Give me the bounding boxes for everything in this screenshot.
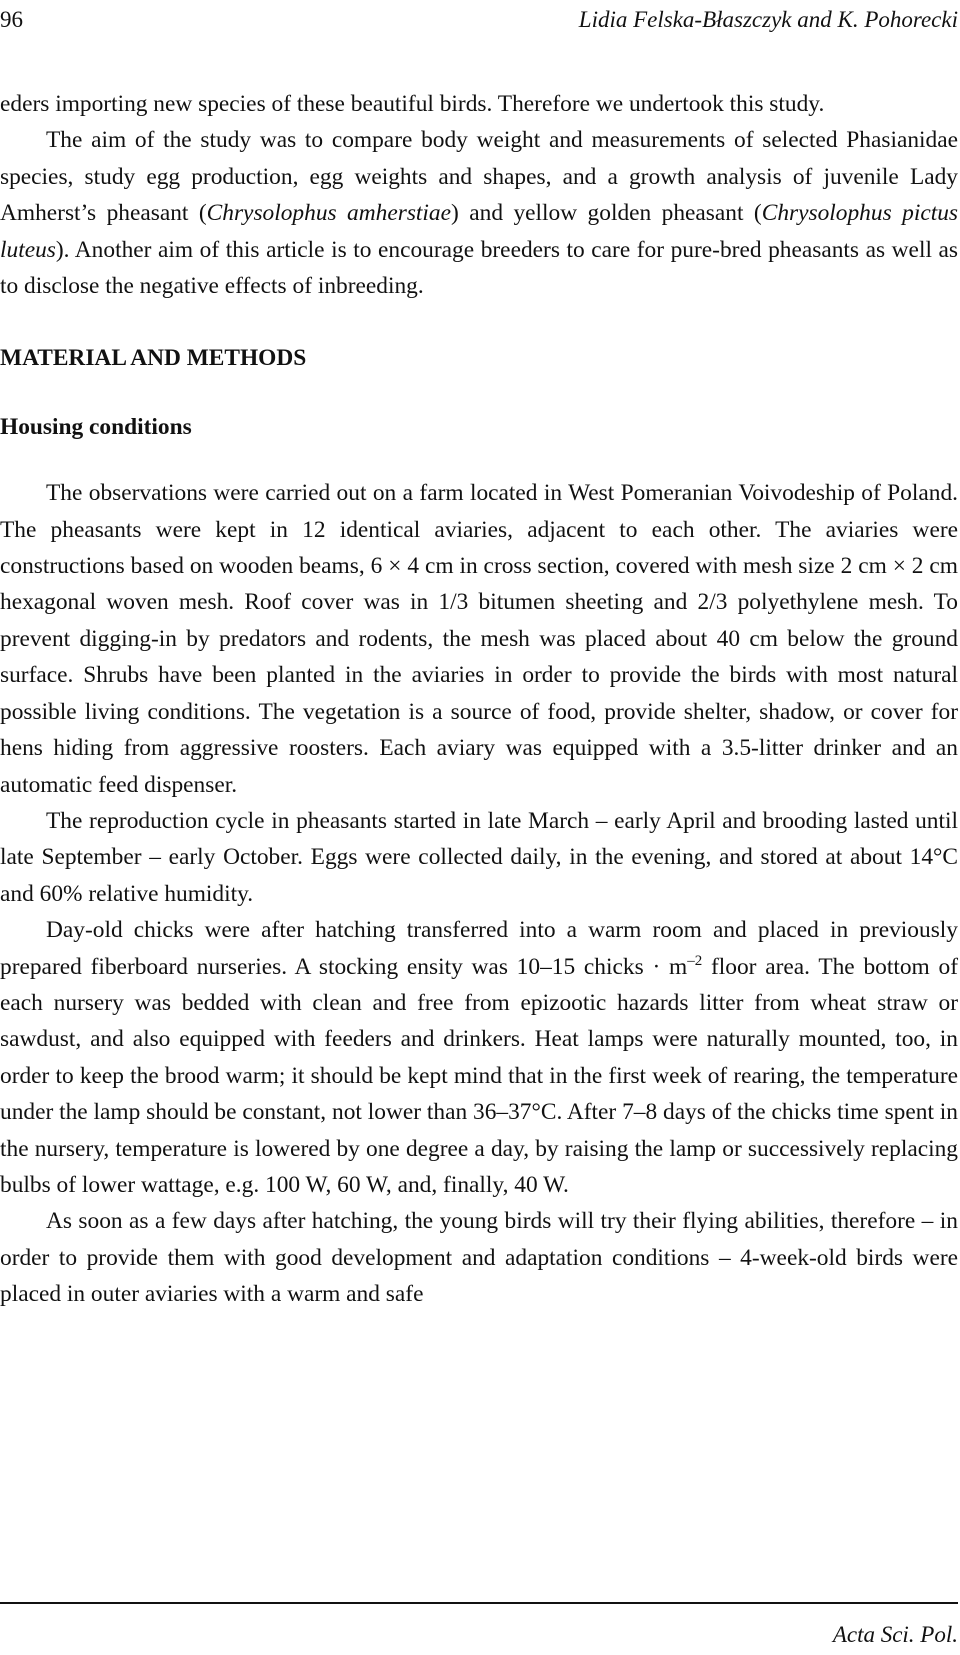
chicks-text-1: Day-old chicks were after hatching transferred into a warm room and placed in previously prepared fiberboard nurseries. A stocking ensity was 10–15 chicks · m bbox=[0, 917, 958, 980]
section-heading-material-methods: MATERIAL AND METHODS bbox=[0, 345, 307, 372]
species-name-luteus: Chrysolophus pictus luteus bbox=[0, 200, 958, 263]
page-number: 96 bbox=[0, 7, 23, 32]
reproduction-paragraph: The reproduction cycle in pheasants started in late March – early April and brooding lasted until late September – early October. Eggs were collected daily, in the evening, and stored at about 14°C and 60% relative humidity. bbox=[0, 807, 958, 907]
chicks-paragraph bbox=[0, 912, 958, 1203]
study-aim-text-3: ). Another aim of this article is to encourage breeders to care for pure-bred pheasants as well as to disclose the negative effects of inbreeding. bbox=[0, 236, 958, 300]
intro-paragraph-continued: eders importing new species of these beautiful birds. Therefore we undertook this study. bbox=[0, 91, 825, 117]
chicks-text-2: floor area. The bottom of each nursery was bedded with clean and free from epizootic hazards litter from wheat straw or sawdust, and also equipped with feeders and drinkers. Heat lamps were naturally mounted, too, in order to keep the brood warm; it should be kept mind that in the first week of rearing, the temperature under the lamp should be constant, not lower than 36–37°C. After 7–8 days of the chicks time spent in the nursery, temperature is lowered by one degree a day, by raising the lamp or successively replacing bulbs of lower wattage, e.g. 100 W, 60 W, and, finally, 40 W. bbox=[0, 953, 958, 1198]
species-name-amherstiae: Chrysolophus amherstiae bbox=[206, 200, 452, 227]
footer-rule bbox=[0, 1602, 958, 1604]
running-header bbox=[0, 2, 958, 38]
subsection-heading-housing: Housing conditions bbox=[0, 413, 192, 440]
exponent-superscript: –2 bbox=[687, 952, 703, 969]
flying-paragraph: As soon as a few days after hatching, the young birds will try their flying abilities, therefore – in order to provide them with good development and adaptation conditions – 4-week-old birds were placed in outer aviaries with a warm and safe bbox=[0, 1208, 958, 1308]
article-body bbox=[0, 86, 958, 1313]
study-aim-text-1: The aim of the study was to compare body weight and measurements of selected Phasianidae species, study egg production, egg weights and shapes, and a growth analysis of juvenile Lady Amherst’s pheasant ( bbox=[0, 127, 958, 227]
study-aim-paragraph bbox=[0, 122, 958, 304]
study-aim-text-2: ) and yellow golden pheasant ( bbox=[451, 200, 762, 227]
housing-paragraph: The observations were carried out on a farm located in West Pomeranian Voivodeship of Poland. The pheasants were kept in 12 identical aviaries, adjacent to each other. The aviaries were constructions based on wooden beams, 6 × 4 cm in cross section, covered with mesh size 2 cm × 2 cm hexagonal woven mesh. Roof cover was in 1/3 bitumen sheeting and 2/3 polyethylene mesh. To prevent digging-in by predators and rodents, the mesh was placed about 40 cm below the ground surface. Shrubs have been planted in the aviaries in order to provide the birds with most natural possible living conditions. The vegetation is a source of food, provide shelter, shadow, or cover for hens hiding from aggressive roosters. Each aviary was equipped with a 3.5-litter drinker and an automatic feed dispenser. bbox=[0, 480, 958, 798]
running-head-authors: Lidia Felska-Błaszczyk and K. Pohorecki bbox=[578, 7, 958, 32]
journal-name: Acta Sci. Pol. bbox=[832, 1622, 958, 1647]
